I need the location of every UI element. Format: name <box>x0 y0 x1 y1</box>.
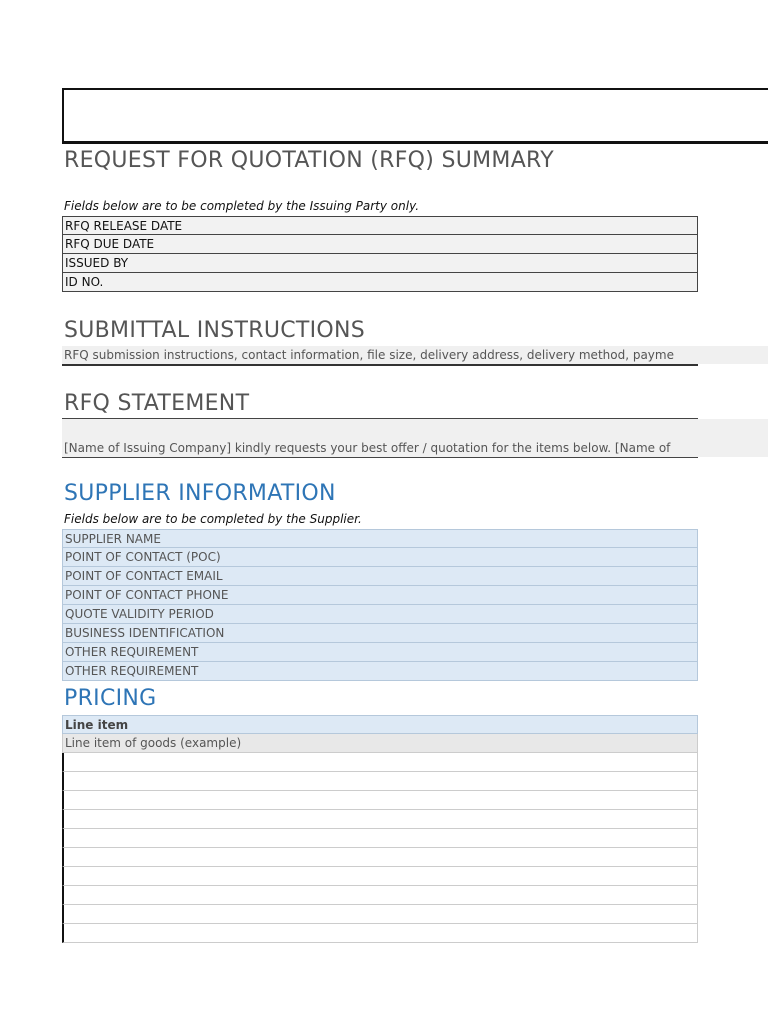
submittal-text: RFQ submission instructions, contact information, file size, delivery address, delivery method, payme <box>64 348 674 362</box>
field-other-requirement[interactable]: OTHER REQUIREMENT <box>62 643 698 662</box>
pricing-table <box>62 715 698 943</box>
pricing-row[interactable] <box>62 753 698 772</box>
pricing-row[interactable] <box>62 848 698 867</box>
field-issued-by[interactable]: ISSUED BY <box>62 254 698 273</box>
field-rfq-due-date[interactable]: RFQ DUE DATE <box>62 235 698 254</box>
pricing-heading: PRICING <box>64 686 157 711</box>
supplier-heading: SUPPLIER INFORMATION <box>64 481 336 506</box>
summary-note: Fields below are to be completed by the Issuing Party only. <box>64 199 420 213</box>
field-id-no[interactable]: ID NO. <box>62 273 698 292</box>
statement-text: [Name of Issuing Company] kindly requests your best offer / quotation for the items below. [Name of <box>64 441 671 455</box>
pricing-example-row[interactable]: Line item of goods (example) <box>62 734 698 753</box>
supplier-note: Fields below are to be completed by the Supplier. <box>64 512 362 526</box>
pricing-row[interactable] <box>62 791 698 810</box>
pricing-row[interactable] <box>62 905 698 924</box>
statement-heading: RFQ STATEMENT <box>64 391 250 416</box>
supplier-table <box>62 529 698 681</box>
pricing-row[interactable] <box>62 829 698 848</box>
field-rfq-release-date[interactable]: RFQ RELEASE DATE <box>62 216 698 235</box>
field-poc-email[interactable]: POINT OF CONTACT EMAIL <box>62 567 698 586</box>
pricing-row[interactable] <box>62 810 698 829</box>
pricing-row[interactable] <box>62 886 698 905</box>
field-supplier-name[interactable]: SUPPLIER NAME <box>62 529 698 548</box>
pricing-row[interactable] <box>62 772 698 791</box>
pricing-header-line-item: Line item <box>62 715 698 734</box>
page-title: REQUEST FOR QUOTATION (RFQ) SUMMARY <box>64 148 554 173</box>
field-business-id[interactable]: BUSINESS IDENTIFICATION <box>62 624 698 643</box>
header-box <box>62 88 768 144</box>
field-poc[interactable]: POINT OF CONTACT (POC) <box>62 548 698 567</box>
field-quote-validity[interactable]: QUOTE VALIDITY PERIOD <box>62 605 698 624</box>
submittal-instructions[interactable] <box>62 346 768 364</box>
field-other-requirement[interactable]: OTHER REQUIREMENT <box>62 662 698 681</box>
field-poc-phone[interactable]: POINT OF CONTACT PHONE <box>62 586 698 605</box>
pricing-row[interactable] <box>62 867 698 886</box>
summary-table <box>62 216 698 292</box>
divider <box>62 364 698 366</box>
rfq-statement[interactable] <box>62 419 768 457</box>
pricing-row[interactable] <box>62 924 698 943</box>
divider <box>62 457 698 458</box>
submittal-heading: SUBMITTAL INSTRUCTIONS <box>64 318 366 343</box>
